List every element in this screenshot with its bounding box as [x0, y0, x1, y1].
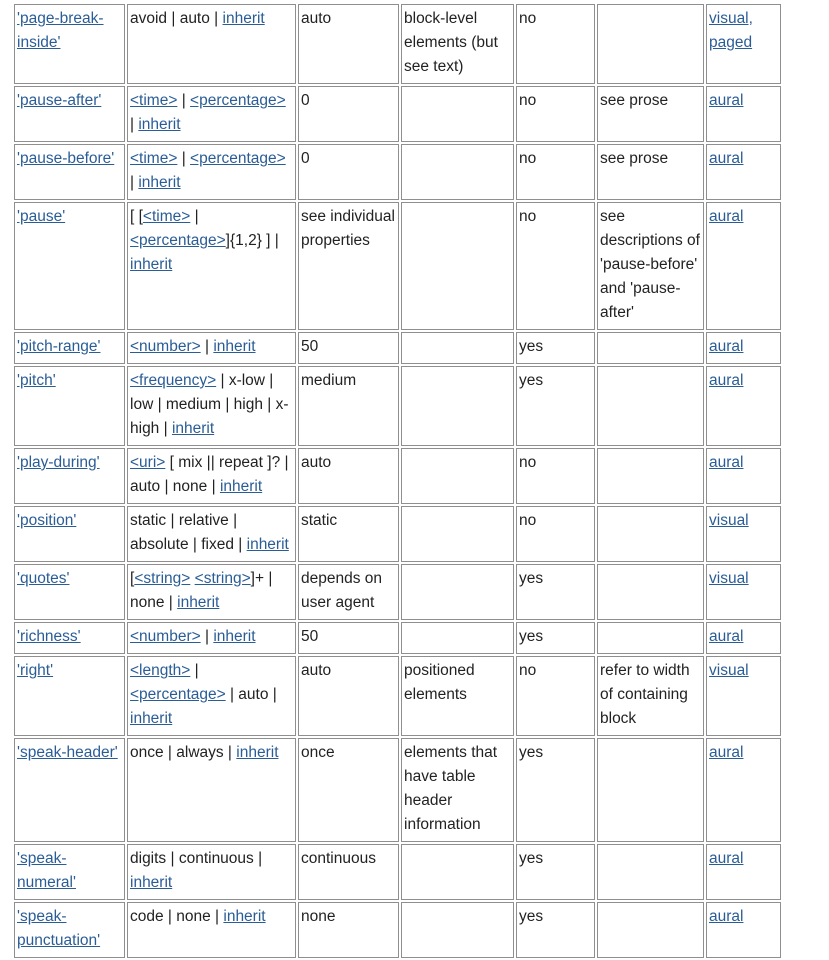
applies-to-cell: [401, 902, 514, 958]
property-link[interactable]: 'pause-after': [17, 92, 102, 109]
initial-value-cell: 0: [298, 144, 399, 200]
media-group-link[interactable]: aural: [709, 150, 744, 167]
media-groups-cell: [706, 144, 781, 200]
values-cell: [127, 656, 296, 736]
property-link[interactable]: 'richness': [17, 628, 81, 645]
initial-value-cell: auto: [298, 4, 399, 84]
table-row: [14, 4, 781, 84]
percentages-cell: [597, 844, 704, 900]
applies-to-cell: elements that have table header information: [401, 738, 514, 842]
value-text: |: [177, 150, 191, 167]
table-row: [14, 844, 781, 900]
initial-value-cell: see individual properties: [298, 202, 399, 330]
media-groups-cell: [706, 332, 781, 364]
inherited-cell: no: [516, 86, 595, 142]
table-row: [14, 506, 781, 562]
inherited-cell: yes: [516, 844, 595, 900]
values-cell: [127, 844, 296, 900]
value-type-link[interactable]: <string>: [134, 570, 191, 587]
table-row: [14, 448, 781, 504]
media-group-link[interactable]: aural: [709, 338, 744, 355]
media-groups-cell: [706, 506, 781, 562]
percentages-cell: [597, 622, 704, 654]
table-row: [14, 366, 781, 446]
media-groups-cell: [706, 448, 781, 504]
property-link[interactable]: 'speak-punctuation': [17, 908, 101, 949]
percentages-cell: [597, 902, 704, 958]
inherited-cell: yes: [516, 902, 595, 958]
inherited-cell: no: [516, 656, 595, 736]
value-text: |: [190, 662, 199, 679]
property-link[interactable]: 'pause': [17, 208, 66, 225]
value-text: digits | continuous |: [130, 850, 263, 867]
value-type-link[interactable]: inherit: [130, 874, 173, 891]
inherited-cell: yes: [516, 366, 595, 446]
value-type-link[interactable]: <frequency>: [130, 372, 217, 389]
value-text: [: [130, 570, 135, 587]
value-text: [ [: [130, 208, 143, 225]
applies-to-cell: [401, 332, 514, 364]
property-link[interactable]: 'play-during': [17, 454, 100, 471]
inherited-cell: no: [516, 202, 595, 330]
value-type-link[interactable]: inherit: [219, 478, 263, 495]
table-body: [14, 4, 781, 958]
value-type-link[interactable]: <percentage>: [190, 92, 286, 109]
values-cell: [127, 564, 296, 620]
applies-to-cell: [401, 564, 514, 620]
initial-value-cell: continuous: [298, 844, 399, 900]
property-link[interactable]: 'right': [17, 662, 54, 679]
value-type-link[interactable]: inherit: [223, 908, 266, 925]
percentages-cell: see descriptions of 'pause-before' and 'pause-after': [597, 202, 704, 330]
value-type-link[interactable]: inherit: [246, 536, 289, 553]
applies-to-cell: [401, 844, 514, 900]
media-groups-cell: [706, 366, 781, 446]
value-text: avoid | auto |: [130, 10, 223, 27]
values-cell: [127, 86, 296, 142]
value-text: | x-low | low | medium | high | x-high |: [130, 372, 289, 437]
initial-value-cell: auto: [298, 656, 399, 736]
value-type-link[interactable]: <percentage>: [190, 150, 286, 167]
initial-value-cell: once: [298, 738, 399, 842]
applies-to-cell: positioned elements: [401, 656, 514, 736]
applies-to-cell: [401, 202, 514, 330]
table-row: [14, 738, 781, 842]
values-cell: [127, 332, 296, 364]
media-group-link[interactable]: aural: [709, 628, 744, 645]
value-type-link[interactable]: <length>: [130, 662, 191, 679]
percentages-cell: see prose: [597, 86, 704, 142]
value-text: ]{1,2} ] |: [225, 232, 279, 249]
media-group-link[interactable]: aural: [709, 92, 744, 109]
applies-to-cell: [401, 144, 514, 200]
value-type-link[interactable]: <uri>: [130, 454, 166, 471]
media-groups-cell: [706, 902, 781, 958]
property-name-cell: [14, 902, 125, 958]
applies-to-cell: block-level elements (but see text): [401, 4, 514, 84]
value-text: |: [177, 92, 191, 109]
applies-to-cell: [401, 448, 514, 504]
media-groups-cell: [706, 202, 781, 330]
media-group-link[interactable]: visual, paged: [709, 10, 753, 51]
media-group-link[interactable]: aural: [709, 372, 744, 389]
value-type-link[interactable]: inherit: [177, 594, 220, 611]
values-cell: [127, 738, 296, 842]
table-row: [14, 656, 781, 736]
initial-value-cell: 50: [298, 332, 399, 364]
property-link[interactable]: 'page-break-inside': [17, 10, 104, 51]
media-group-link[interactable]: visual: [709, 570, 749, 587]
property-name-cell: [14, 656, 125, 736]
property-name-cell: [14, 844, 125, 900]
media-group-link[interactable]: aural: [709, 908, 744, 925]
value-text: static | relative | absolute | fixed |: [130, 512, 247, 553]
property-name-cell: [14, 622, 125, 654]
table-row: [14, 202, 781, 330]
property-name-cell: [14, 4, 125, 84]
values-cell: [127, 4, 296, 84]
media-group-link[interactable]: visual: [709, 512, 749, 529]
property-link[interactable]: 'pitch': [17, 372, 56, 389]
property-name-cell: [14, 738, 125, 842]
inherited-cell: no: [516, 4, 595, 84]
applies-to-cell: [401, 622, 514, 654]
percentages-cell: [597, 506, 704, 562]
inherited-cell: no: [516, 448, 595, 504]
value-type-link[interactable]: <string>: [194, 570, 251, 587]
property-name-cell: [14, 202, 125, 330]
media-group-link[interactable]: visual: [709, 662, 749, 679]
percentages-cell: refer to width of containing block: [597, 656, 704, 736]
value-text: |: [130, 116, 139, 133]
media-group-link[interactable]: aural: [709, 208, 744, 225]
value-type-link[interactable]: <percentage>: [130, 232, 226, 249]
table-row: [14, 86, 781, 142]
property-link[interactable]: 'quotes': [17, 570, 70, 587]
value-type-link[interactable]: inherit: [130, 710, 173, 727]
table-row: [14, 622, 781, 654]
percentages-cell: [597, 332, 704, 364]
media-group-link[interactable]: aural: [709, 850, 744, 867]
property-link[interactable]: 'pause-before': [17, 150, 115, 167]
value-text: code | none |: [130, 908, 224, 925]
values-cell: [127, 622, 296, 654]
value-type-link[interactable]: <percentage>: [130, 686, 226, 703]
value-text: |: [200, 628, 214, 645]
values-cell: [127, 144, 296, 200]
property-name-cell: [14, 144, 125, 200]
inherited-cell: no: [516, 144, 595, 200]
values-cell: [127, 506, 296, 562]
percentages-cell: [597, 366, 704, 446]
css-property-table: [12, 2, 783, 960]
media-groups-cell: [706, 564, 781, 620]
value-text: [ mix || repeat ]? | auto | none |: [130, 454, 289, 495]
table-row: [14, 564, 781, 620]
initial-value-cell: 0: [298, 86, 399, 142]
applies-to-cell: [401, 506, 514, 562]
property-link[interactable]: 'speak-numeral': [17, 850, 76, 891]
percentages-cell: [597, 564, 704, 620]
value-text: |: [190, 208, 199, 225]
property-link[interactable]: 'pitch-range': [17, 338, 101, 355]
media-groups-cell: [706, 656, 781, 736]
inherited-cell: yes: [516, 622, 595, 654]
values-cell: [127, 366, 296, 446]
media-groups-cell: [706, 844, 781, 900]
table-row: [14, 332, 781, 364]
initial-value-cell: medium: [298, 366, 399, 446]
value-type-link[interactable]: <number>: [130, 628, 201, 645]
property-name-cell: [14, 86, 125, 142]
value-type-link[interactable]: inherit: [171, 420, 215, 437]
value-text: |: [130, 174, 139, 191]
initial-value-cell: depends on user agent: [298, 564, 399, 620]
inherited-cell: yes: [516, 564, 595, 620]
value-type-link[interactable]: inherit: [138, 116, 181, 133]
value-type-link[interactable]: inherit: [236, 744, 279, 761]
media-groups-cell: [706, 86, 781, 142]
inherited-cell: yes: [516, 738, 595, 842]
value-type-link[interactable]: inherit: [213, 338, 256, 355]
property-link[interactable]: 'position': [17, 512, 77, 529]
value-type-link[interactable]: inherit: [222, 10, 265, 27]
media-group-link[interactable]: aural: [709, 454, 744, 471]
media-groups-cell: [706, 622, 781, 654]
value-type-link[interactable]: inherit: [138, 174, 181, 191]
value-type-link[interactable]: inherit: [130, 256, 173, 273]
value-text: |: [200, 338, 214, 355]
value-text: ]+ | none |: [130, 570, 273, 611]
values-cell: [127, 202, 296, 330]
value-type-link[interactable]: <number>: [130, 338, 201, 355]
initial-value-cell: 50: [298, 622, 399, 654]
percentages-cell: see prose: [597, 144, 704, 200]
value-type-link[interactable]: <time>: [142, 208, 191, 225]
value-text: once | always |: [130, 744, 237, 761]
property-name-cell: [14, 564, 125, 620]
initial-value-cell: none: [298, 902, 399, 958]
percentages-cell: [597, 738, 704, 842]
inherited-cell: yes: [516, 332, 595, 364]
property-name-cell: [14, 448, 125, 504]
value-text: | auto |: [225, 686, 277, 703]
property-name-cell: [14, 332, 125, 364]
property-name-cell: [14, 366, 125, 446]
media-groups-cell: [706, 738, 781, 842]
applies-to-cell: [401, 86, 514, 142]
initial-value-cell: auto: [298, 448, 399, 504]
value-type-link[interactable]: inherit: [213, 628, 256, 645]
media-groups-cell: [706, 4, 781, 84]
property-link[interactable]: 'speak-header': [17, 744, 118, 761]
percentages-cell: [597, 4, 704, 84]
property-name-cell: [14, 506, 125, 562]
initial-value-cell: static: [298, 506, 399, 562]
table-row: [14, 902, 781, 958]
inherited-cell: no: [516, 506, 595, 562]
value-type-link[interactable]: <time>: [130, 150, 178, 167]
values-cell: [127, 448, 296, 504]
percentages-cell: [597, 448, 704, 504]
value-type-link[interactable]: <time>: [130, 92, 178, 109]
values-cell: [127, 902, 296, 958]
media-group-link[interactable]: aural: [709, 744, 744, 761]
table-row: [14, 144, 781, 200]
applies-to-cell: [401, 366, 514, 446]
